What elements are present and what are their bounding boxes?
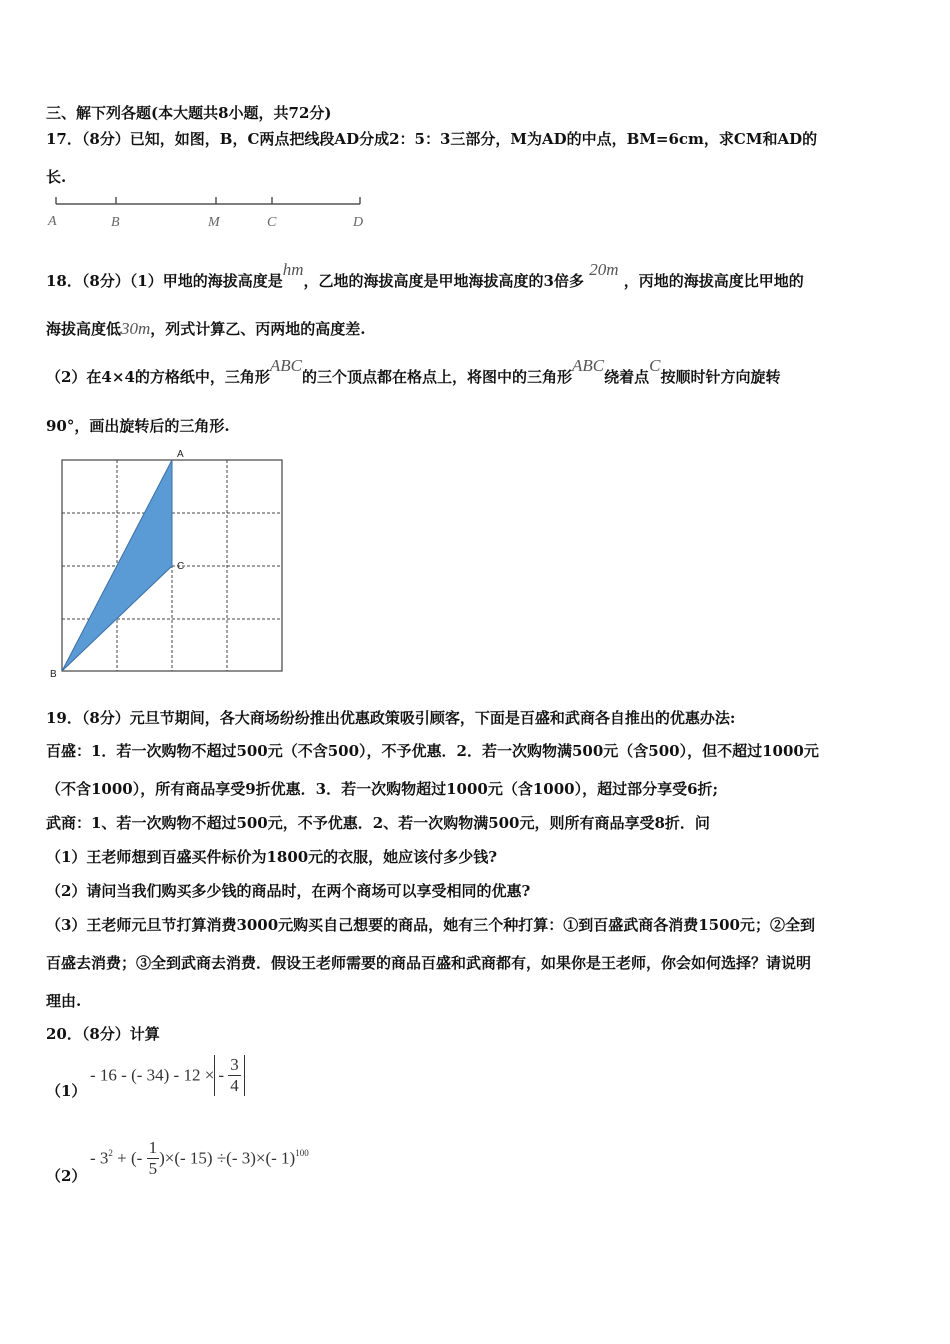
grid-label-c: C (177, 561, 185, 572)
math-abc-2: ABC (572, 356, 605, 375)
grid-label-a: A (177, 449, 184, 460)
p1-expr-main: - 16 - (- 34) - 12 × (90, 1065, 215, 1085)
math-hm: hm (282, 260, 304, 279)
q19-line5: （1）王老师想到百盛买件标价为1800元的衣服，她应该付多少钱? (46, 848, 497, 866)
q20-title: 20．（8分）计算 (46, 1025, 160, 1043)
q18-line4: 90°，画出旋转后的三角形. (46, 417, 230, 435)
p2-fraction (147, 1138, 160, 1179)
p1-fraction (228, 1055, 241, 1096)
q19-line9: 理由. (46, 992, 82, 1010)
grid-label-b: B (50, 669, 57, 680)
q18-line1 (46, 260, 804, 291)
q19-line4: 武商：1、若一次购物不超过500元，不予优惠．2、若一次购物满500元，则所有商品享受8折．问 (46, 814, 710, 832)
q19-line6: （2）请问当我们购买多少钱的商品时，在两个商场可以享受相同的优惠? (46, 882, 531, 900)
point-label-m: M (208, 215, 220, 230)
section-heading: 三、解下列各题(本大题共8小题，共72分) (46, 104, 332, 122)
p2-exp-a: 2 (108, 1147, 113, 1158)
q18-line3 (46, 356, 781, 387)
p2-term-b: + (- (117, 1148, 143, 1168)
q18-l3a: （2）在4×4的方格纸中，三角形 (46, 368, 270, 386)
q18-l1c: ，丙地的海拔高度比甲地的 (623, 272, 804, 290)
p1-abs-sign: - (218, 1065, 224, 1085)
q17-segment-diagram (44, 192, 374, 234)
q18-l1a: 18．（8分）（1）甲地的海拔高度是 (46, 272, 283, 290)
q18-grid-figure (44, 446, 289, 682)
q18-l3c: 绕着点 (604, 368, 650, 386)
p1-numerator: 3 (230, 1055, 239, 1074)
q18-l3d: 按顺时针方向旋转 (660, 368, 781, 386)
math-c: C (649, 356, 661, 375)
q19-line8: 百盛去消费；③全到武商去消费．假设王老师需要的商品百盛和武商都有，如果你是王老师，你会如何选择？请说明 (46, 954, 812, 972)
point-label-c: C (267, 215, 277, 230)
q18-l3b: 的三个顶点都在格点上，将图中的三角形 (302, 368, 573, 386)
q17-text-line2: 长. (46, 168, 67, 186)
q20-part2-expression (90, 1138, 309, 1179)
q18-l2b: ，列式计算乙、丙两地的高度差. (150, 320, 366, 338)
point-label-d: D (353, 215, 364, 230)
q19-line3: （不含1000），所有商品享受9折优惠．3．若一次购物超过1000元（含1000），超过部分享受6折; (46, 780, 719, 798)
p2-denominator: 5 (148, 1159, 158, 1178)
q17-text-line1: 17．（8分）已知，如图，B，C两点把线段AD分成2：5：3三部分，M为AD的中点，BM=6cm，求CM和AD的 (46, 130, 818, 148)
q20-part1-expression (90, 1055, 245, 1096)
p2-exp-c: 100 (295, 1147, 309, 1158)
p1-denominator: 4 (230, 1076, 239, 1095)
math-20m: 20m (589, 260, 619, 279)
q20-part2-label: （2） (46, 1167, 87, 1185)
q18-l1b: ，乙地的海拔高度是甲地海拔高度的3倍多 (303, 272, 584, 290)
point-label-b: B (111, 215, 120, 230)
point-label-a: A (48, 214, 57, 229)
math-30m: 30m (121, 319, 151, 338)
p2-term-a: - 3 (90, 1148, 109, 1168)
q19-line7: （3）王老师元旦节打算消费3000元购买自己想要的商品，她有三个种打算：①到百盛武商各消费1500元；②全到 (46, 916, 815, 934)
q18-l2a: 海拔高度低 (46, 320, 122, 338)
q19-line2: 百盛：1．若一次购物不超过500元（不含500），不予优惠．2．若一次购物满500元（含500），但不超过1000元 (46, 742, 819, 760)
q19-line1: 19．（8分）元旦节期间，各大商场纷纷推出优惠政策吸引顾客，下面是百盛和武商各自推出的优惠办法: (46, 709, 736, 727)
q18-line2 (46, 318, 366, 339)
p1-absolute-value (214, 1055, 244, 1096)
q20-part1-label: （1） (46, 1082, 87, 1100)
math-abc-1: ABC (269, 356, 302, 375)
p2-numerator: 1 (148, 1138, 158, 1157)
p2-term-c: )×(- 15) ÷(- 3)×(- 1) (159, 1148, 296, 1168)
